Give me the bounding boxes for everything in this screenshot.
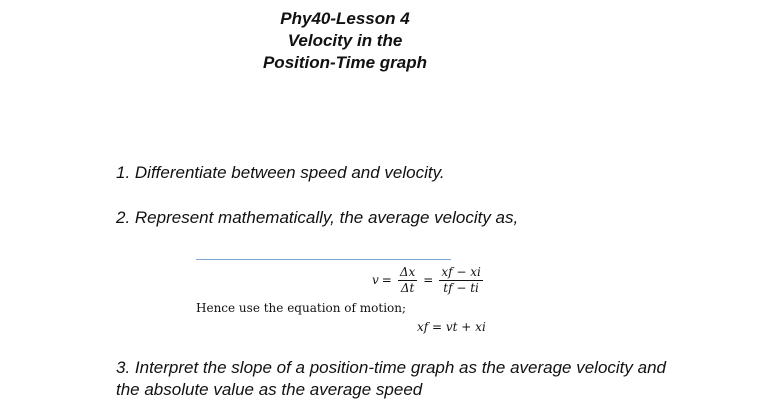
hence-text: Hence use the equation of motion; [196, 301, 407, 315]
objective-3-line-1: 3. Interpret the slope of a position-time graph as the average velocity and [116, 358, 666, 377]
delta-x: Δx [399, 264, 416, 279]
delta-fraction [398, 265, 417, 296]
delta-t: Δt [400, 280, 415, 295]
velocity-formula-image [196, 255, 526, 345]
tf-minus-ti: tf − ti [443, 280, 479, 295]
equals-sign-1: = [381, 273, 392, 287]
position-time-fraction [439, 265, 483, 296]
objective-3 [116, 357, 756, 401]
velocity-symbol: v [372, 273, 379, 287]
objective-3-line-2: the absolute value as the average speed [116, 380, 423, 399]
title-line-1: Phy40-Lesson 4 [280, 9, 410, 28]
formula-divider-line [196, 259, 451, 260]
objective-1: 1. Differentiate between speed and velocity. [116, 163, 445, 182]
objective-2: 2. Represent mathematically, the average velocity as, [116, 208, 519, 227]
lesson-title [230, 8, 460, 74]
motion-equation: xf = vt + xi [417, 320, 486, 334]
title-line-2: Velocity in the [287, 31, 403, 50]
xf-minus-xi: xf − xi [441, 264, 481, 279]
title-line-3: Position-Time graph [262, 53, 428, 72]
equals-sign-2: = [423, 273, 434, 287]
average-velocity-equation [372, 262, 486, 298]
